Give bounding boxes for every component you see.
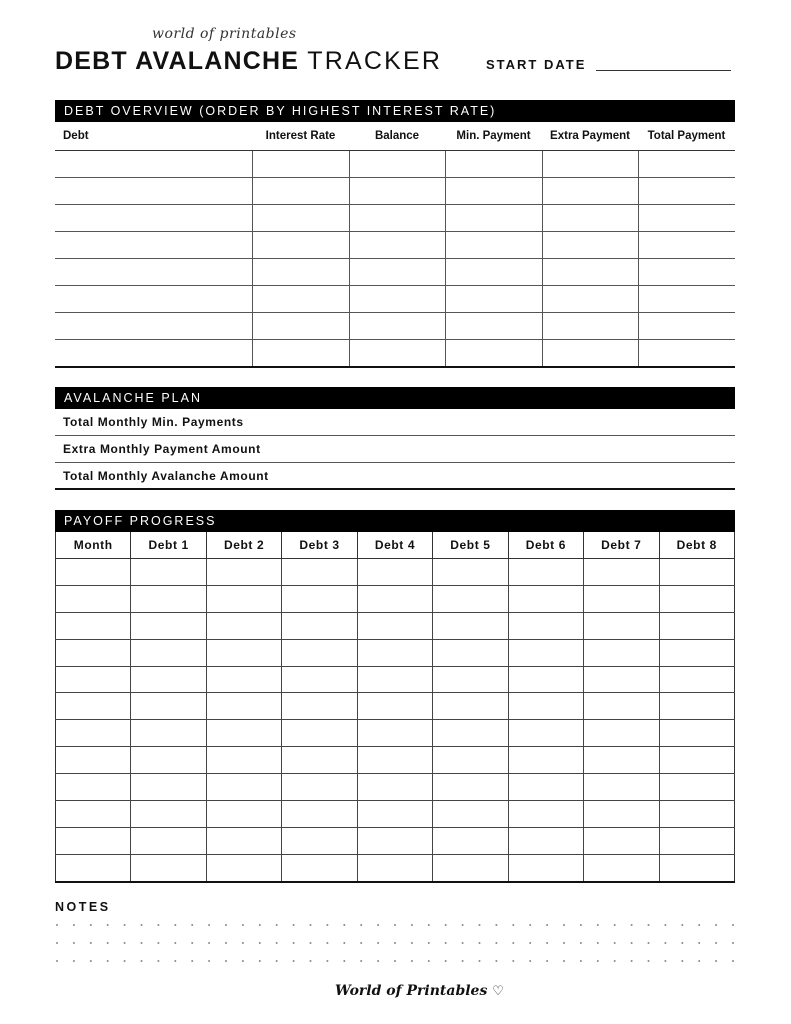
table-cell[interactable] [659, 585, 735, 612]
table-cell[interactable] [508, 666, 583, 693]
overview-col-header: Total Payment [638, 122, 735, 151]
start-date-label: START DATE [486, 57, 587, 72]
table-row [55, 178, 735, 205]
table-cell[interactable] [508, 693, 583, 720]
table-cell[interactable] [282, 827, 357, 854]
table-cell[interactable] [56, 639, 131, 666]
table-cell[interactable] [508, 612, 583, 639]
table-cell[interactable] [433, 559, 508, 586]
table-row [55, 151, 735, 178]
payoff-col-header: Debt 2 [206, 532, 281, 559]
payoff-col-header: Debt 8 [659, 532, 735, 559]
table-cell[interactable] [206, 747, 281, 774]
table-cell[interactable] [445, 232, 542, 259]
table-cell[interactable] [508, 559, 583, 586]
table-cell[interactable] [56, 693, 131, 720]
table-cell[interactable] [584, 693, 659, 720]
table-cell[interactable] [508, 720, 583, 747]
table-cell[interactable] [433, 854, 508, 881]
table-cell[interactable] [433, 585, 508, 612]
table-cell[interactable] [349, 178, 445, 205]
table-cell[interactable] [357, 801, 432, 828]
table-cell[interactable] [659, 747, 735, 774]
table-cell[interactable] [659, 666, 735, 693]
table-cell[interactable] [282, 559, 357, 586]
footer-brand [335, 983, 504, 999]
table-cell[interactable] [433, 639, 508, 666]
table-cell[interactable] [357, 639, 432, 666]
table-cell[interactable] [55, 286, 252, 313]
table-cell[interactable] [206, 693, 281, 720]
table-cell[interactable] [659, 827, 735, 854]
table-cell[interactable] [206, 801, 281, 828]
table-cell[interactable] [445, 151, 542, 178]
table-cell[interactable] [206, 854, 281, 881]
payoff-col-header: Debt 5 [433, 532, 508, 559]
table-cell[interactable] [584, 559, 659, 586]
payoff-col-header: Debt 6 [508, 532, 583, 559]
plan-row-avalanche-amount[interactable]: Total Monthly Avalanche Amount [55, 463, 735, 490]
payoff-col-header: Debt 3 [282, 532, 357, 559]
table-cell[interactable] [252, 286, 349, 313]
table-row [56, 801, 735, 828]
table-cell[interactable] [55, 232, 252, 259]
table-cell[interactable] [542, 178, 638, 205]
table-cell[interactable] [56, 854, 131, 881]
table-cell[interactable] [357, 559, 432, 586]
table-cell[interactable] [584, 720, 659, 747]
table-cell[interactable] [659, 612, 735, 639]
table-cell[interactable] [56, 585, 131, 612]
table-cell[interactable] [445, 178, 542, 205]
table-cell[interactable] [252, 340, 349, 368]
table-cell[interactable] [349, 340, 445, 368]
table-cell[interactable] [206, 720, 281, 747]
table-cell[interactable] [357, 747, 432, 774]
table-row [55, 313, 735, 340]
overview-col-header: Min. Payment [445, 122, 542, 151]
table-cell[interactable] [131, 827, 206, 854]
payoff-col-header: Month [56, 532, 131, 559]
table-cell[interactable] [584, 585, 659, 612]
table-cell[interactable] [55, 205, 252, 232]
table-cell[interactable] [445, 313, 542, 340]
table-cell[interactable] [349, 313, 445, 340]
start-date-input-line[interactable] [596, 70, 731, 71]
table-cell[interactable] [252, 151, 349, 178]
table-cell[interactable] [433, 612, 508, 639]
table-cell[interactable] [282, 747, 357, 774]
payoff-col-header: Debt 4 [357, 532, 432, 559]
table-cell[interactable] [282, 720, 357, 747]
table-cell[interactable] [206, 827, 281, 854]
table-cell[interactable] [659, 801, 735, 828]
table-row [56, 693, 735, 720]
table-cell[interactable] [542, 286, 638, 313]
table-cell[interactable] [357, 693, 432, 720]
table-cell[interactable] [206, 612, 281, 639]
overview-col-header: Interest Rate [252, 122, 349, 151]
table-cell[interactable] [56, 720, 131, 747]
table-cell[interactable] [56, 666, 131, 693]
table-cell[interactable] [638, 178, 735, 205]
payoff-heading: PAYOFF PROGRESS [55, 510, 735, 532]
table-cell[interactable] [542, 232, 638, 259]
table-cell[interactable] [282, 612, 357, 639]
table-cell[interactable] [131, 666, 206, 693]
table-cell[interactable] [349, 286, 445, 313]
overview-table [55, 122, 735, 368]
table-cell[interactable] [584, 747, 659, 774]
table-cell[interactable] [584, 854, 659, 881]
table-cell[interactable] [357, 854, 432, 881]
payoff-table [55, 532, 735, 883]
table-cell[interactable] [357, 612, 432, 639]
table-cell[interactable] [252, 259, 349, 286]
table-cell[interactable] [55, 340, 252, 368]
table-cell[interactable] [638, 232, 735, 259]
table-cell[interactable] [433, 693, 508, 720]
table-cell[interactable] [542, 205, 638, 232]
table-cell[interactable] [55, 259, 252, 286]
payoff-header-row [56, 532, 735, 559]
table-cell[interactable] [659, 854, 735, 881]
table-cell[interactable] [659, 559, 735, 586]
table-cell[interactable] [206, 774, 281, 801]
plan-row-extra-payment[interactable]: Extra Monthly Payment Amount [55, 436, 735, 463]
table-row [55, 259, 735, 286]
table-cell[interactable] [542, 340, 638, 368]
table-cell[interactable] [131, 720, 206, 747]
table-row [56, 827, 735, 854]
table-cell[interactable] [282, 666, 357, 693]
table-cell[interactable] [433, 774, 508, 801]
table-cell[interactable] [56, 747, 131, 774]
table-cell[interactable] [638, 151, 735, 178]
table-row [55, 232, 735, 259]
table-cell[interactable] [357, 720, 432, 747]
table-cell[interactable] [206, 585, 281, 612]
table-cell[interactable] [659, 693, 735, 720]
table-row [56, 559, 735, 586]
table-row [56, 639, 735, 666]
heart-icon: ♡ [492, 984, 504, 999]
table-cell[interactable] [584, 827, 659, 854]
table-cell[interactable] [542, 151, 638, 178]
table-cell[interactable] [252, 232, 349, 259]
table-cell[interactable] [206, 559, 281, 586]
table-row [56, 747, 735, 774]
table-cell[interactable] [282, 693, 357, 720]
table-cell[interactable] [584, 666, 659, 693]
brand-script-small: world of printables [152, 26, 297, 42]
table-cell[interactable] [282, 639, 357, 666]
table-cell[interactable] [542, 313, 638, 340]
plan-heading: AVALANCHE PLAN [55, 387, 735, 409]
table-cell[interactable] [252, 178, 349, 205]
table-cell[interactable] [131, 559, 206, 586]
table-cell[interactable] [433, 801, 508, 828]
table-cell[interactable] [55, 178, 252, 205]
table-cell[interactable] [131, 854, 206, 881]
table-cell[interactable] [282, 854, 357, 881]
table-cell[interactable] [445, 340, 542, 368]
table-cell[interactable] [584, 801, 659, 828]
notes-dot-grid[interactable] [55, 922, 739, 966]
table-cell[interactable] [638, 205, 735, 232]
overview-col-header: Debt [55, 122, 252, 151]
table-cell[interactable] [445, 205, 542, 232]
plan-row-min-payments[interactable]: Total Monthly Min. Payments [55, 409, 735, 436]
table-cell[interactable] [433, 720, 508, 747]
table-cell[interactable] [433, 666, 508, 693]
table-row [56, 612, 735, 639]
table-cell[interactable] [508, 827, 583, 854]
payoff-col-header: Debt 1 [131, 532, 206, 559]
table-cell[interactable] [508, 774, 583, 801]
table-cell[interactable] [638, 286, 735, 313]
table-cell[interactable] [508, 747, 583, 774]
table-cell[interactable] [131, 612, 206, 639]
table-row [56, 854, 735, 881]
table-cell[interactable] [349, 151, 445, 178]
table-cell[interactable] [445, 286, 542, 313]
page-title [55, 46, 442, 76]
overview-col-header: Extra Payment [542, 122, 638, 151]
table-row [55, 205, 735, 232]
notes-label: NOTES [55, 900, 111, 914]
table-cell[interactable] [584, 774, 659, 801]
table-cell[interactable] [56, 559, 131, 586]
table-row [55, 286, 735, 313]
overview-heading: DEBT OVERVIEW (ORDER BY HIGHEST INTEREST RATE) [55, 100, 735, 122]
table-cell[interactable] [56, 801, 131, 828]
table-row [55, 340, 735, 368]
table-cell[interactable] [433, 747, 508, 774]
table-cell[interactable] [55, 151, 252, 178]
table-cell[interactable] [659, 720, 735, 747]
table-row [56, 666, 735, 693]
overview-col-header: Balance [349, 122, 445, 151]
table-cell[interactable] [508, 801, 583, 828]
table-cell[interactable] [508, 639, 583, 666]
table-cell[interactable] [357, 774, 432, 801]
table-cell[interactable] [508, 854, 583, 881]
table-cell[interactable] [131, 693, 206, 720]
table-cell[interactable] [349, 259, 445, 286]
table-cell[interactable] [659, 639, 735, 666]
table-cell[interactable] [131, 774, 206, 801]
table-cell[interactable] [131, 801, 206, 828]
title-bold: DEBT AVALANCHE [55, 47, 300, 75]
title-light: TRACKER [307, 47, 443, 75]
table-cell[interactable] [131, 639, 206, 666]
table-cell[interactable] [542, 259, 638, 286]
table-cell[interactable] [638, 340, 735, 368]
table-cell[interactable] [584, 612, 659, 639]
footer-brand-text: World of Printables [335, 983, 488, 999]
table-cell[interactable] [584, 639, 659, 666]
overview-header-row [55, 122, 735, 151]
table-cell[interactable] [55, 313, 252, 340]
table-cell[interactable] [445, 259, 542, 286]
table-cell[interactable] [638, 313, 735, 340]
table-cell[interactable] [282, 801, 357, 828]
table-cell[interactable] [357, 585, 432, 612]
table-cell[interactable] [433, 827, 508, 854]
table-cell[interactable] [56, 827, 131, 854]
table-row [56, 720, 735, 747]
table-cell[interactable] [349, 232, 445, 259]
table-row [56, 585, 735, 612]
table-cell[interactable] [638, 259, 735, 286]
table-cell[interactable] [357, 827, 432, 854]
table-cell[interactable] [357, 666, 432, 693]
table-cell[interactable] [56, 774, 131, 801]
table-cell[interactable] [131, 585, 206, 612]
table-cell[interactable] [206, 639, 281, 666]
table-cell[interactable] [131, 747, 206, 774]
payoff-col-header: Debt 7 [584, 532, 659, 559]
table-cell[interactable] [252, 205, 349, 232]
table-row [56, 774, 735, 801]
table-cell[interactable] [349, 205, 445, 232]
table-cell[interactable] [282, 774, 357, 801]
table-cell[interactable] [252, 313, 349, 340]
table-cell[interactable] [56, 612, 131, 639]
table-cell[interactable] [206, 666, 281, 693]
table-cell[interactable] [282, 585, 357, 612]
table-cell[interactable] [508, 585, 583, 612]
table-cell[interactable] [659, 774, 735, 801]
